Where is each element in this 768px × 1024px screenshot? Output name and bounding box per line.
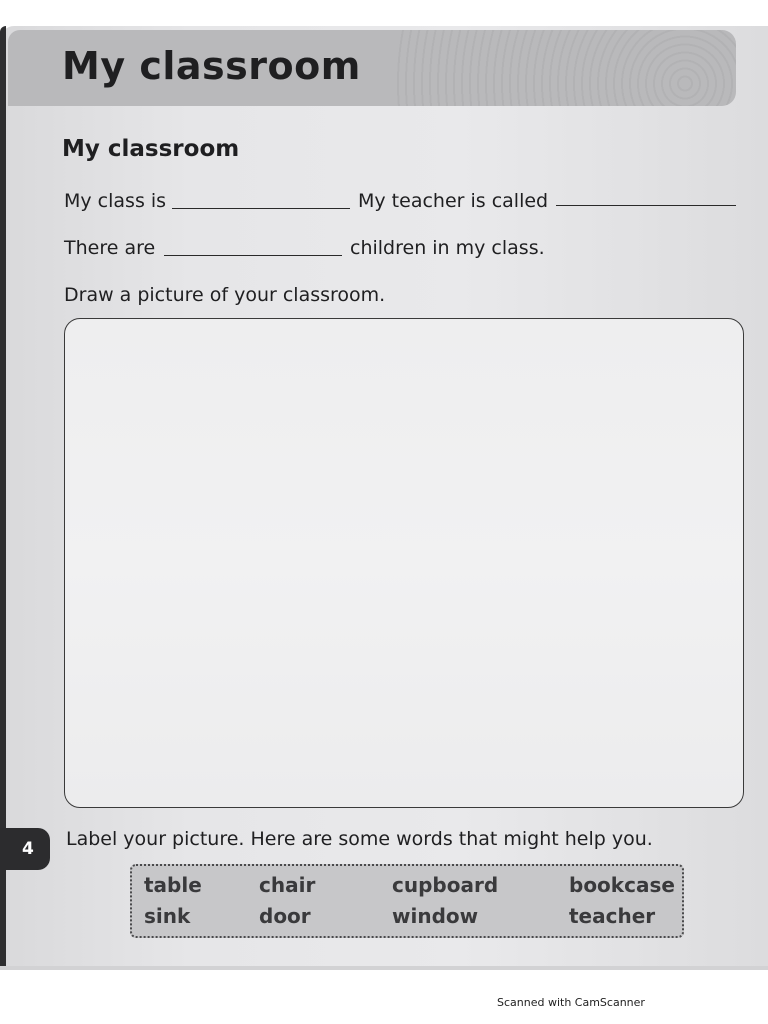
draw-instruction: Draw a picture of your classroom. xyxy=(64,284,386,306)
scanner-watermark: Scanned with CamScanner xyxy=(497,996,645,1009)
class-blank-field[interactable] xyxy=(172,208,350,209)
page-number: 4 xyxy=(22,839,34,859)
page-title: My classroom xyxy=(62,44,361,88)
teacher-label: My teacher is called xyxy=(358,190,549,212)
word-sink: sink xyxy=(144,904,191,928)
page-bottom-edge xyxy=(0,966,768,970)
label-instruction: Label your picture. Here are some words that might help you. xyxy=(66,828,653,850)
word-teacher: teacher xyxy=(569,904,656,928)
children-label: children in my class. xyxy=(350,237,545,259)
word-chair: chair xyxy=(259,873,316,897)
word-cupboard: cupboard xyxy=(392,873,499,897)
section-title: My classroom xyxy=(62,136,240,162)
header-ring-pattern xyxy=(396,30,736,106)
word-table: table xyxy=(144,873,202,897)
scan-background xyxy=(0,0,768,28)
class-label: My class is xyxy=(64,190,167,212)
there-are-label: There are xyxy=(64,237,156,259)
drawing-area[interactable] xyxy=(64,318,744,808)
children-count-blank-field[interactable] xyxy=(164,255,342,256)
word-bookcase: bookcase xyxy=(569,873,675,897)
word-window: window xyxy=(392,904,479,928)
word-door: door xyxy=(259,904,311,928)
teacher-blank-field[interactable] xyxy=(556,205,736,206)
